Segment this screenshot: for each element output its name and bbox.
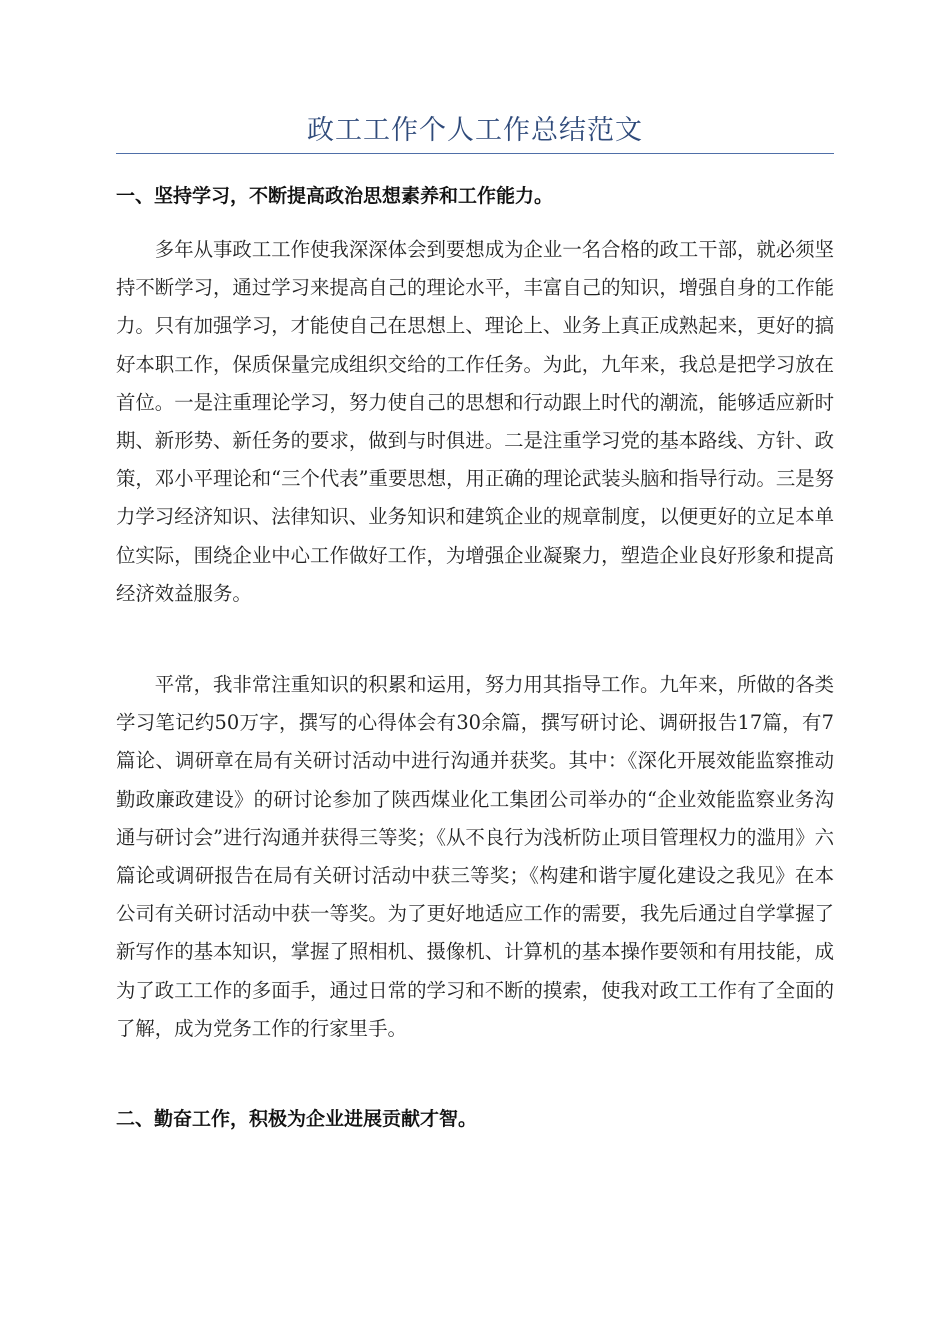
section-heading-1: 一、坚持学习，不断提高政治思想素养和工作能力。 [116,185,554,207]
body-paragraph-2: 平常，我非常注重知识的积累和运用，努力用其指导工作。九年来，所做的各类学习笔记约50万字，撰写的心得体会有30余篇，撰写研讨论、调研报告17篇，有7篇论、调研章在局有关研讨活动中进行沟通并获奖。其中：《深化开展效能监察推动勤政廉政建设》的研讨论参加了陕西煤业化工集团公司举办的“企业效能监察业务沟通与研讨会”进行沟通并获得三等奖；《从不良行为浅析防止项目管理权力的滥用》六篇论或调研报告在局有关研讨活动中获三等奖；《构建和谐宇厦化建设之我见》在本公司有关研讨活动中获一等奖。为了更好地适应工作的需要，我先后通过自学掌握了新写作的基本知识，掌握了照相机、摄像机、计算机的基本操作要领和有用技能，成为了政工工作的多面手，通过日常的学习和不断的摸索，使我对政工工作有了全面的了解，成为党务工作的行家里手。 [116,673,834,1040]
section-heading-2: 二、勤奋工作，积极为企业进展贡献才智。 [116,1108,478,1130]
body-paragraph-1: 多年从事政工工作使我深深体会到要想成为企业一名合格的政工干部，就必须坚持不断学习，通过学习来提高自己的理论水平，丰富自己的知识，增强自身的工作能力。只有加强学习，才能使自己在思想上、理论上、业务上真正成熟起来，更好的搞好本职工作，保质保量完成组织交给的工作任务。为此，九年来，我总是把学习放在首位。一是注重理论学习，努力使自己的思想和行动跟上时代的潮流，能够适应新时期、新形势、新任务的要求，做到与时俱进。二是注重学习党的基本路线、方针、政策，邓小平理论和“三个代表”重要思想，用正确的理论武装头脑和指导行动。三是努力学习经济知识、法律知识、业务知识和建筑企业的规章制度，以便更好的立足本单位实际，围绕企业中心工作做好工作，为增强企业凝聚力，塑造企业良好形象和提高经济效益服务。 [116,238,834,605]
document-title: 政工工作个人工作总结范文 [307,115,643,146]
title-underline [116,153,834,154]
